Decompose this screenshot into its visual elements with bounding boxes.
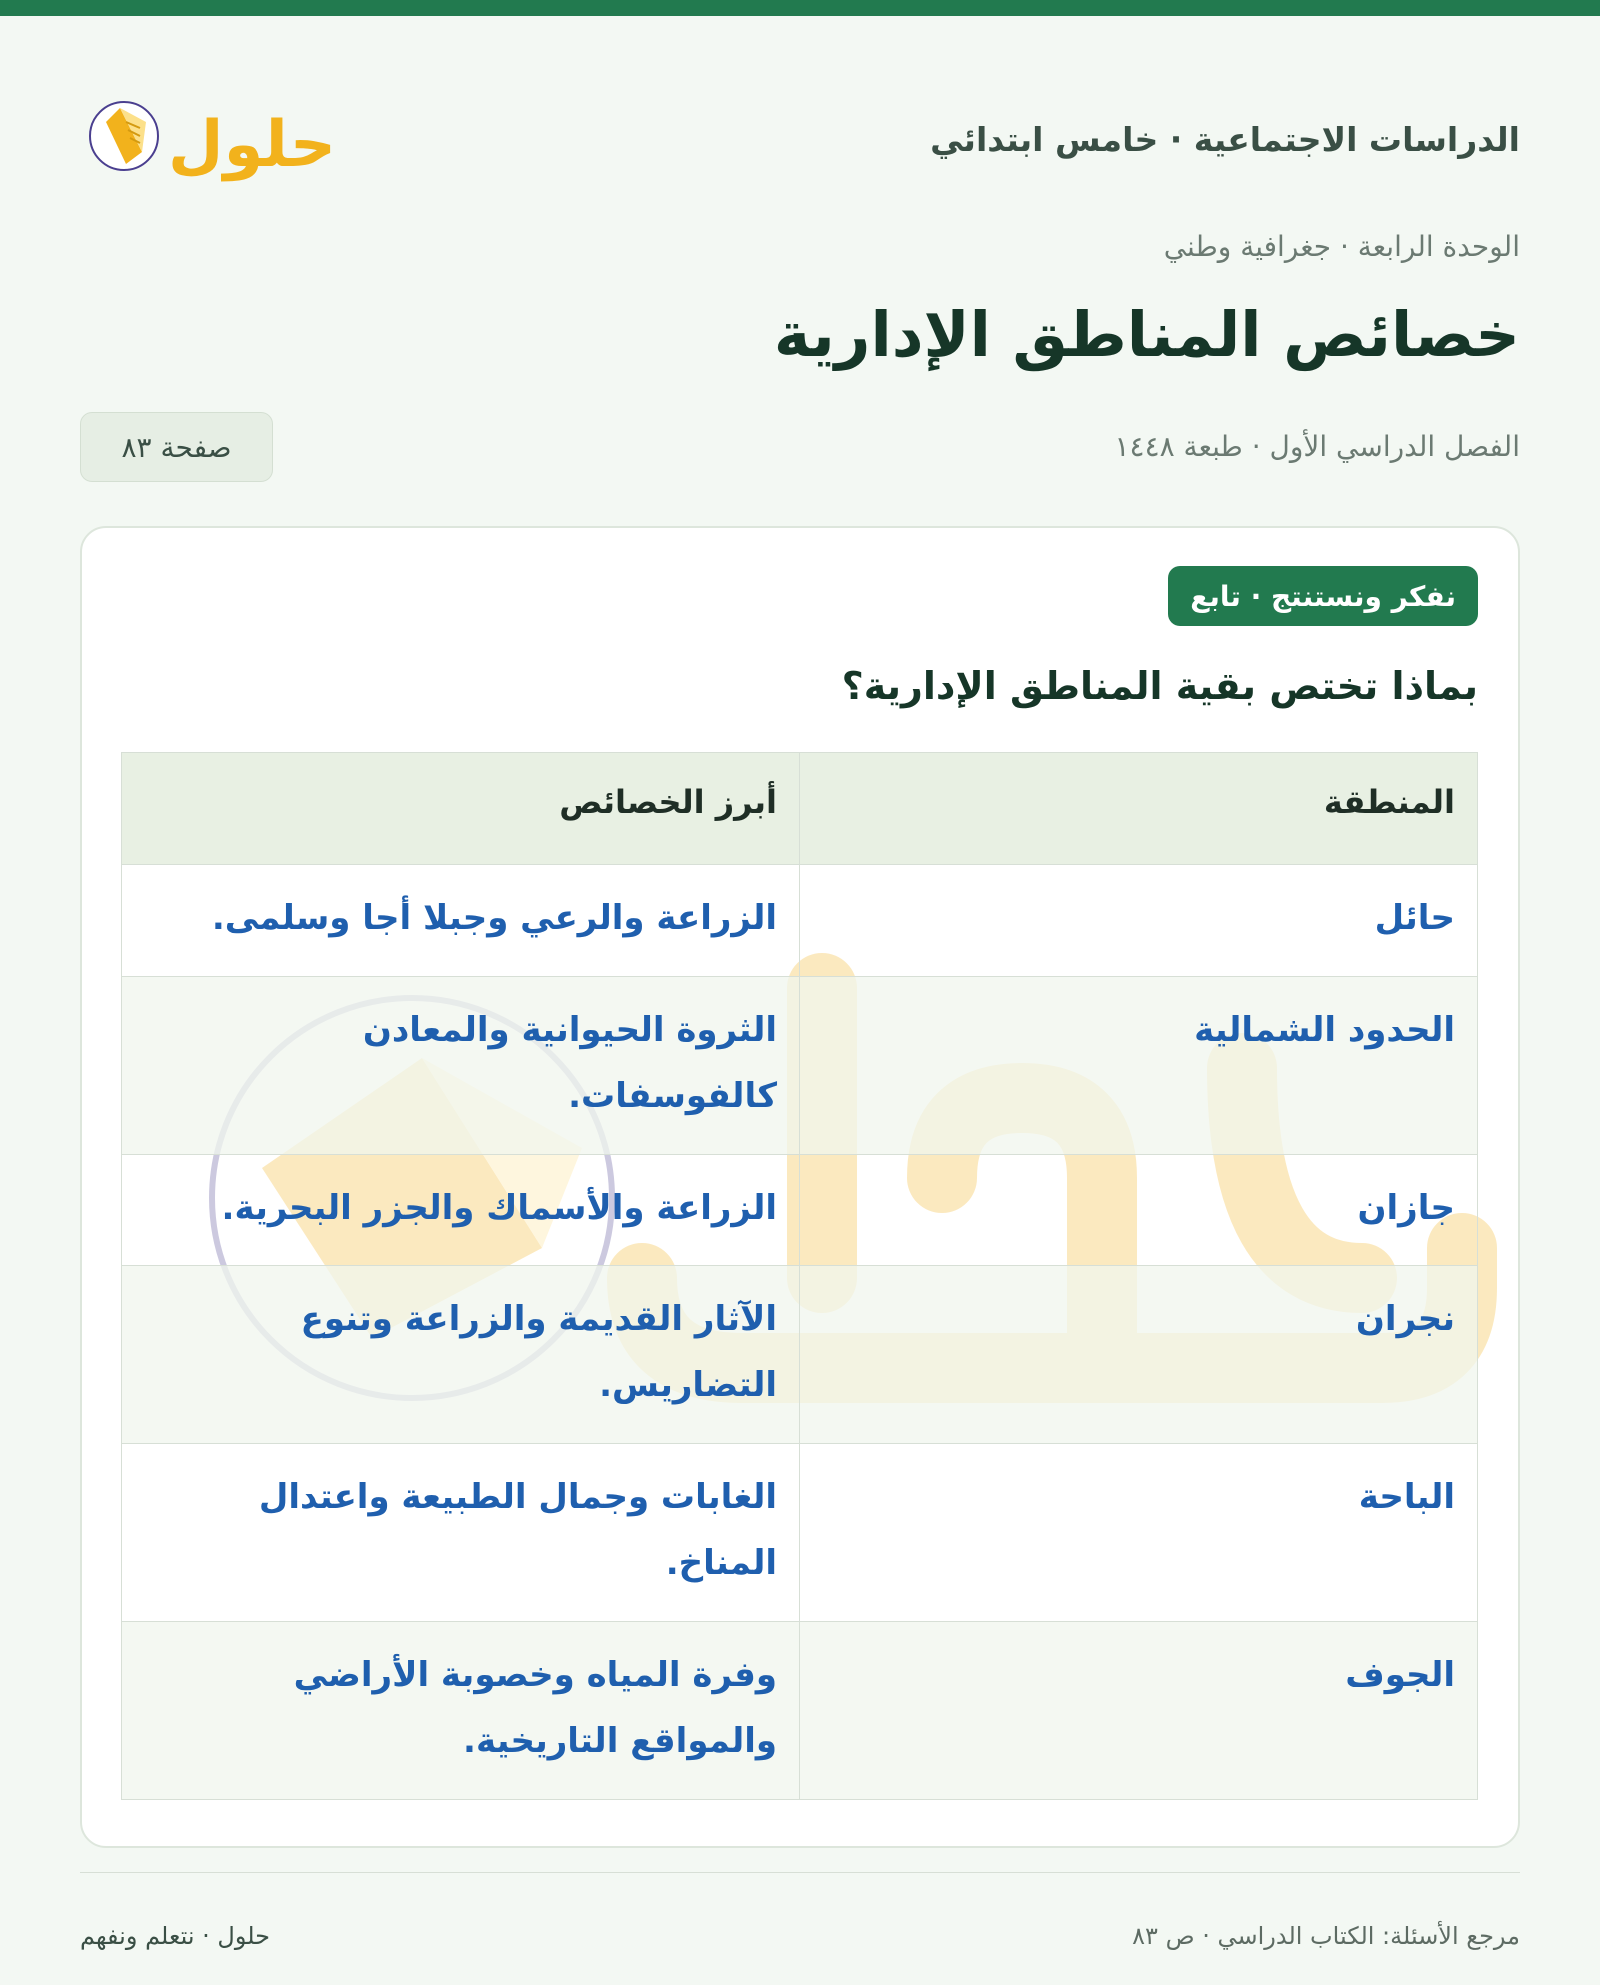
table-row: [122, 1444, 1478, 1622]
term-edition: الفصل الدراسي الأول · طبعة ١٤٤٨: [1114, 430, 1520, 463]
region-cell: الباحة: [800, 1444, 1478, 1622]
footer-reference: مرجع الأسئلة: الكتاب الدراسي · ص ٨٣: [1132, 1922, 1520, 1950]
table-row: [122, 1155, 1478, 1266]
footer-divider: [80, 1872, 1520, 1873]
features-cell: الغابات وجمال الطبيعة واعتدال المناخ.: [122, 1444, 800, 1622]
header: [80, 68, 1520, 208]
unit-label: الوحدة الرابعة · جغرافية وطني: [1163, 230, 1520, 263]
page-badge: صفحة ٨٣: [80, 412, 273, 482]
footer-brand: حلول · نتعلم ونفهم: [80, 1922, 270, 1950]
region-cell: جازان: [800, 1155, 1478, 1266]
features-cell: الزراعة والأسماك والجزر البحرية.: [122, 1155, 800, 1266]
subject-title: الدراسات الاجتماعية · خامس ابتدائي: [930, 120, 1520, 159]
section-tag: نفكر ونستنتج · تابع: [1168, 566, 1478, 626]
hulul-logo[interactable]: [80, 78, 360, 198]
top-accent-bar: [0, 0, 1600, 16]
region-cell: نجران: [800, 1266, 1478, 1444]
features-cell: الآثار القديمة والزراعة وتنوع التضاريس.: [122, 1266, 800, 1444]
header-features: أبرز الخصائص: [122, 753, 800, 865]
table-row: [122, 1622, 1478, 1800]
region-cell: الجوف: [800, 1622, 1478, 1800]
region-cell: حائل: [800, 865, 1478, 977]
table-header-row: [122, 753, 1478, 865]
question-card: [80, 526, 1520, 1848]
header-region: المنطقة: [800, 753, 1478, 865]
table-row: [122, 1266, 1478, 1444]
table-row: [122, 865, 1478, 977]
page: [0, 16, 1600, 1985]
features-table: [121, 752, 1478, 1800]
region-cell: الحدود الشمالية: [800, 977, 1478, 1155]
features-cell: الزراعة والرعي وجبلا أجا وسلمى.: [122, 865, 800, 977]
question-text: بماذا تختص بقية المناطق الإدارية؟: [841, 664, 1478, 708]
features-cell: وفرة المياه وخصوبة الأراضي والمواقع التاريخية.: [122, 1622, 800, 1800]
lesson-title: خصائص المناطق الإدارية: [773, 298, 1520, 371]
logo-wordmark: حلول: [168, 108, 336, 182]
table-row: [122, 977, 1478, 1155]
features-cell: الثروة الحيوانية والمعادن كالفوسفات.: [122, 977, 800, 1155]
